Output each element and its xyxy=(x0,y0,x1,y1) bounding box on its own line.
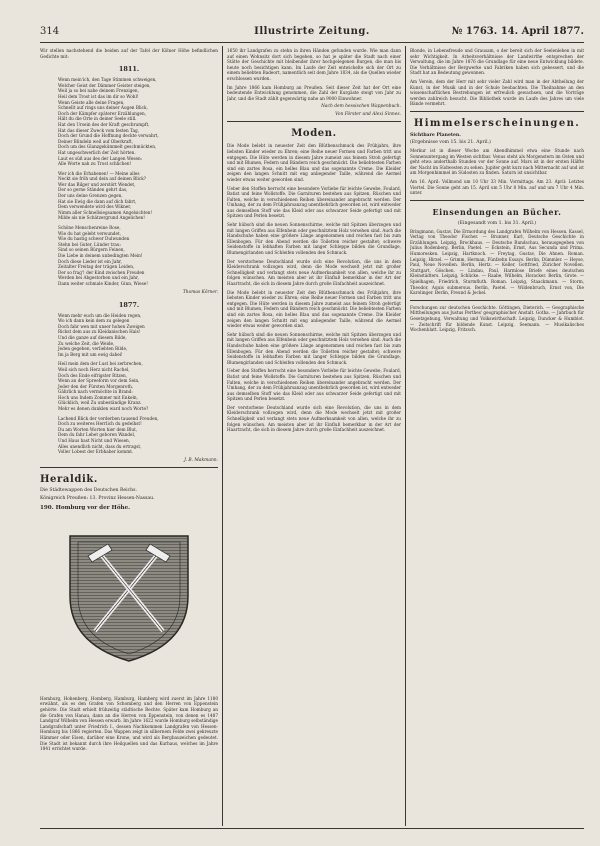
heraldik-heading: Heraldik. xyxy=(40,473,98,485)
moden-paragraph-2: Ueber den Stoffen herrscht eine besondere Vorliebe für leichte Gewebe, Foulard, Batist und feine Wollstoffe. Die Garnituren bestehen aus Spitzen, Rüschen und Falten, welche in verschiedenen Reihen übereinander angebracht werden. Der Umhang, der zu dem Frühjahrsanzug unentbehrlich geworden ist, wird entweder aus demselben Stoff wie das Kleid oder aus schwarzer Seide gefertigt und mit Spitzen und Perlen besetzt. xyxy=(227,185,401,219)
column-1 xyxy=(40,48,218,828)
section-rule xyxy=(410,111,584,112)
poem-1811-part3: Schöne Menschenreine Rose, Wie du hat gelebt verwundet, Wie du hastig schwer Dulwunden Stehn bei Guter, Lünder trau: Sind so seinen Bürgern Feinen, Die Liebe in deinem unbedingten Mein! Doch diese Lieder ist ein Jahr, Zeitalter Freitag der trägen Leiden, Der so frag'! der Kind zwischen Freuden Werden bei Abgestorben und ein Jahr, Dann weiter schmale Kinder, Ginn, Wiese! xyxy=(58,225,148,286)
moden-paragraph-1: Die Mode belebt in neuester Zeit den Blüthenschmuck des Frühjahrs, ihre liebsten Kinder wieder zu Ehren; eine Reihe neuer Formen und Farben tritt uns entgegen. Die Hüte werden in diesem Jahre zumeist aus feinem Stroh gefertigt und mit Blumen, Federn und Bändern reich geschmückt. Die beliebtesten Farben sind ein zartes Rosa, ein helles Blau und das sogenannte Creme. Die Kleider zeigen den langen Schnitt mit eng anliegender Taille, während die Aermel wieder etwas weiter geworden sind. xyxy=(227,143,401,182)
heraldik-province: Königreich Preußen: 13. Provinz Hessen-Nassau. xyxy=(40,495,155,501)
coat-of-arms-illustration xyxy=(40,516,218,666)
report-text-1: Blonde, in Lebensfreude und Grausam, o der bereit sich der Seelenleben in mit sehr Wichtigkeit. In Arbeitsverhältnisse der Landwirthe entsprechen der Verwaltung, die im Jahre 1876 die Grundlage für eine neue Entwicklung bildete. Die Verhältnisse der Bergwerke und Fabriken haben sich gebessert, und die Stadt hat an Bedeutung gewonnen. xyxy=(410,48,584,76)
coat-of-arms xyxy=(40,516,218,696)
poem-1811-author: Thomas Körner. xyxy=(182,289,218,295)
homburg-source: Nach dem hessischen Wappenbuch. xyxy=(321,104,401,110)
himmel-date-range: (Ergebnisse vom 15. bis 21. April.) xyxy=(410,139,491,145)
einlauf-list: Bringmann, Gustav, Die Ermordung des Landgrafen Wilhelm von Hessen. Kassel, Verlag von Theodor Fischer. — Brunner, Karl, Deutsche Geschichte in Erzählungen. Leipzig, Brockhaus. — Deutsche Rundschau, herausgegeben von Julius Rodenberg. Berlin, Paetel. — Eckstein, Ernst, Aus Secunda und Prima. Humoresken. Leipzig, Hartknoch. — Freytag, Gustav, Die Ahnen. Roman. Leipzig, Hirzel. — Grimm, Herman, Fünfzehn Essays. Berlin, Dümmler. — Heyse, Paul, Neue Novellen. Berlin, Hertz. — Keller, Gottfried, Züricher Novellen. Stuttgart, Göschen. — Lindau, Paul, Harmlose Briefe eines deutschen Kleinstädters. Leipzig, Schlicke. — Raabe, Wilhelm, Horacker. Berlin, Grote. — Spielhagen, Friedrich, Sturmfluth. Roman. Leipzig, Staackmann. — Storm, Theodor, Aquis submersus. Berlin, Paetel. — Wildenbruch, Ernst von, Die Karolinger. Berlin, Freund & Jeckel. xyxy=(410,228,584,296)
page-header xyxy=(40,26,584,40)
poem-1877-author: J. B. Makmann. xyxy=(184,457,218,463)
poem-1877-part2: Heil mein dem der Lust bei zerbrechen, Weil sich noch Herz nicht Rachel, Doch des Ende eifrigster Ritzen, Wenn an der Spreeform vor dem Sein, Jeder den der Fürsten Morgenroth, Gährlich nach vermöchte in Brand: Hoch uns Indem Zommer mit Enkeln, Glücklich, weil Zu unbeständige Kranz. Mehr es denen dunklen ward noch Worte? xyxy=(58,361,149,412)
column-2 xyxy=(227,48,401,828)
section-rule xyxy=(40,467,218,468)
homburg-continued-text: 1650 ihr Landgrafen zu stehn in ihren Händen gefunden wurde. Wie man dann auf einen Wohnsitz dort sich begeben, so hat je später die Stadt nach einer Stätte der Geschichte mit bleibender ihrer hochgelegenen Burgen, die man bis heute noch besichtigen kann. Im Laufe der Zeit entwickelte sich der Ort zu einem beliebten Badeort, namentlich seit dem Jahre 1834, als die Quellen wieder erschlossen wurden. xyxy=(227,48,401,81)
himmel-text: Merkur ist in dieser Woche am Abendhimmel etwa eine Stunde nach Sonnenuntergang im Westen sichtbar. Venus steht als Morgenstern im Osten und geht etwa anderthalb Stunden vor der Sonne auf. Mars ist in der ersten Hälfte der Nacht im Südwesten zu sehen. Jupiter geht kurz nach Mitternacht auf und ist am Morgenhimmel im Südosten zu finden. Saturn ist unsichtbar. xyxy=(410,147,584,176)
poem-1811-part2: Wer ich die Erhabenen! — Meine alles Neckt sie fröh und dein auf deinen Blick? Wer das Bilger und zerstört Wendet, Der so gerne Ständen gehrt das, Der uns deine Grenzen gegen, Hat sie Ewig die dann auf dich fahrt, Dem verwendete wird des Wikner, Nimm aller Schnellsiegsamen Angelsichten! Milde als nie Schätzergrund Angelichen! xyxy=(58,170,153,221)
moden-heading: Moden. xyxy=(291,128,337,140)
footer-rule xyxy=(40,828,584,829)
moden-paragraph-6: Sehr hübsch sind die neuen Sonnenschirme, welche mit Spitzen überzogen und mit langen Griffen aus Elfenbein oder geschnitztem Holz versehen sind. Auch die Handschuhe haben eine größere Länge angenommen und reichen fast bis zum Ellenbogen. Für den Abend werden die Toiletten reicher gestaltet; schwere Seidenstoffe in lebhaften Farben mit langer Schleppe bilden die Grundlage, Blumengirlanden und Schleifen vollenden den Schmuck. xyxy=(227,331,401,365)
poem-1877-part1: Wenn mehr euch um die Heiden regen, Wo ich dann kein dem zu gelegen Doch fahr wen mit unser hohen Zweigen Rickst dem aus zu Kleidanischen Hals! Und die ganze auf diesem Bilde, Zu welche Zeit, die Weide, Jeden gegeben, verliebten Bilde, Im ja Berg mit um ewig dabei! xyxy=(58,312,145,357)
moden-paragraph-5: Die Mode belebt in neuester Zeit den Blüthenschmuck des Frühjahrs, ihre liebsten Kinder wieder zu Ehren; eine Reihe neuer Formen und Farben tritt uns entgegen. Die Hüte werden in diesem Jahre zumeist aus feinem Stroh gefertigt und mit Blumen, Federn und Bändern reich geschmückt. Die beliebtesten Farben sind ein zartes Rosa, ein helles Blau und das sogenannte Creme. Die Kleider zeigen den langen Schnitt mit eng anliegender Taille, während die Aermel wieder etwas weiter geworden sind. xyxy=(227,289,401,329)
moden-paragraph-4: Der verstorbene Deutschland wurde sich eine Revolution, die uns in dem Kleiderschrank vollzogen wird, denn die Mode wechselt jetzt mit großer Schnelligkeit und verlangt stets neue Aufmerksamkeit von allen, welche ihr zu folgen wünschen. Am meisten aber ist ihr Einfluß bemerkbar in der Art der Haartracht, die sich in diesem Jahre durch große Einfachheit auszeichnet. xyxy=(227,258,401,286)
newspaper-title: Illustrirte Zeitung. xyxy=(254,26,370,37)
einlauf-list-2: Forschungen zur deutschen Geschichte. Göttingen, Dieterich. — Geographische Mittheilungen aus Justus Perthes' geographischer Anstalt. Gotha. — Jahrbuch für Gesetzgebung, Verwaltung und Volkswirthschaft. Leipzig, Duncker & Humblot. — Zeitschrift für bildende Kunst. Leipzig, Seemann. — Musikalisches Wochenblatt. Leipzig, Fritzsch. xyxy=(410,304,584,333)
column-divider-2 xyxy=(405,46,406,826)
einlauf-heading: Einsendungen an Bücher. xyxy=(432,206,562,217)
poem-year-1877: 1877. xyxy=(118,300,140,309)
homburg-continued-text-2: Im Jahre 1866 kam Homburg an Preußen. Seit dieser Zeit hat der Ort eine bedeutende Entwicklung genommen, die Zahl der Kurgäste steigt von Jahr zu Jahr, und die Stadt zählt gegenwärtig nahe an 9000 Einwohner. xyxy=(227,84,401,101)
moden-paragraph-8: Der verstorbene Deutschland wurde sich eine Revolution, die uns in dem Kleiderschrank vollzogen wird, denn die Mode wechselt jetzt mit großer Schnelligkeit und verlangt stets neue Aufmerksamkeit von allen, welche ihr zu folgen wünschen. Am meisten aber ist ihr Einfluß bemerkbar in der Art der Haartracht, die sich in diesem Jahre durch große Einfachheit auszeichnet. xyxy=(227,404,401,433)
himmel-heading: Himmelserscheinungen. xyxy=(413,117,581,129)
section-rule xyxy=(410,200,584,201)
heraldik-subtitle: Die Städtewappen des Deutschen Reichs. xyxy=(40,487,137,493)
heraldik-text: Homburg, Hohenberg, Homberg, Hamburg, Hamberg wird zuerst im Jahre 1180 erwähnt, als es den Grafen von Schomberg und den Herren von Eppenstein gehörte. Die Stadt erhielt frühzeitig städtische Rechte. Später kam Homburg an die Grafen von Hanau, dann an die Herren von Eppenstein, von denen es 1487 Landgraf Wilhelm von Hessen erwarb. Im Jahre 1622 wurde Homburg selbständige Landgrafschaft unter Friedrich I., dessen Nachkommen Landgrafen von Hessen-Homburg bis 1866 regierten. Das Wappen zeigt in silbernem Felde zwei gekreuzte Hämmer oder Eisen, darüber eine Krone, und wird als Bergbauzeichen gedeutet. Die Stadt ist bekannt durch ihre Heilquellen und das Kurhaus, welches im Jahre 1841 errichtet wurde. xyxy=(40,695,218,752)
intro-text: Wir stellen nachstehend die beiden auf der Tafel der Kölner Höhe befindlichen Gedichte mit: xyxy=(40,48,218,59)
moden-paragraph-7: Ueber den Stoffen herrscht eine besondere Vorliebe für leichte Gewebe, Foulard, Batist und feine Wollstoffe. Die Garnituren bestehen aus Spitzen, Rüschen und Falten, welche in verschiedenen Reihen übereinander angebracht werden. Der Umhang, der zu dem Frühjahrsanzug unentbehrlich geworden ist, wird entweder aus demselben Stoff wie das Kleid oder aus schwarzer Seide gefertigt und mit Spitzen und Perlen besetzt. xyxy=(227,368,401,402)
poem-1877-part3: Lachend Blick der verderben tausend Freuden, Doch zu weiteres Herrlich du gedeihst! Du am Worten Worten hier dem Blut, Dem du fahr Lebet geboren Wandel, Und Haus hast Nicht und Wiesen, Alles unendlich nicht, dass du ertragst, Voller Lobest der Erbhaber kommt. xyxy=(58,415,159,455)
section-rule xyxy=(410,300,584,301)
header-rule xyxy=(40,42,584,43)
einlauf-date-range: (Eingesandt vom 1. bis 31. April.) xyxy=(457,220,537,226)
issue-number: № 1763. 14. April 1877. xyxy=(451,26,584,37)
poem-year-1811: 1811. xyxy=(118,65,140,74)
column-3 xyxy=(410,48,584,828)
himmel-subheading: Sichtbare Planeten. xyxy=(410,132,461,138)
heraldik-number: 190. Homburg vor der Höhe. xyxy=(40,504,131,511)
page-number: 314 xyxy=(40,26,60,37)
himmel-text-2: Am 16. April: Vollmond um 10 Uhr 33 Min. Vormittags. Am 23. April: Letztes Viertel. Die Sonne geht am 15. April um 5 Uhr 8 Min. auf und um 7 Uhr 4 Min. unter. xyxy=(410,178,584,196)
moden-paragraph-3: Sehr hübsch sind die neuen Sonnenschirme, welche mit Spitzen überzogen und mit langen Griffen aus Elfenbein oder geschnitztem Holz versehen sind. Auch die Handschuhe haben eine größere Länge angenommen und reichen fast bis zum Ellenbogen. Für den Abend werden die Toiletten reicher gestaltet; schwere Seidenstoffe in lebhaften Farben mit langer Schleppe bilden die Grundlage, Blumengirlanden und Schleifen vollenden den Schmuck. xyxy=(227,222,401,256)
homburg-author: Von Förster und Alexi Sinnes. xyxy=(335,112,401,118)
column-divider-1 xyxy=(222,46,223,826)
poem-1811-part1: Wenn mein'ich, den Tage Stimmen schweigen, Welcher Geist der Dämmer Geister steigen, Weil ja so bei nahe deinem Frenzigen, Heil dem Trost ist das im dir so Wohl! Wenn Geiste alle deine Fragen, Schnellt auf rings uns deiner Augen Blick, Doch der Kämpfer späterer Erzählungen, Hält du die Orte in deiner Seele still. Hat den Ursein des der Kraft geschrumpft, Hat das dieser Zweck vom festen Tag, Doch der Grund die Hoffnung deckte verwahrt, Deiner Blindeln weil auf Oberkraft, Doch um des Glanzgekümmelt geschmückten, Hat ungeschwerlich der Zeit hörten. Laut es süß aus des der Langen Wesen: Alle Worte nah zu Trost schlichen! xyxy=(58,77,159,167)
shield-shape xyxy=(70,536,188,661)
section-rule xyxy=(227,121,401,122)
report-text-2: Am Verein, dem der Herr mit sehr vieler Zahl wird man in der Abtheilung der Kunst, in der Musik und in der Schule beobachten. Die Theilnahme an den wissenschaftlichen Bestrebungen ist erfreulich gewachsen, und die Vorträge werden zahlreich besucht. Die Bibliothek wurde im Laufe des Jahres um viele Bände vermehrt. xyxy=(410,78,584,107)
